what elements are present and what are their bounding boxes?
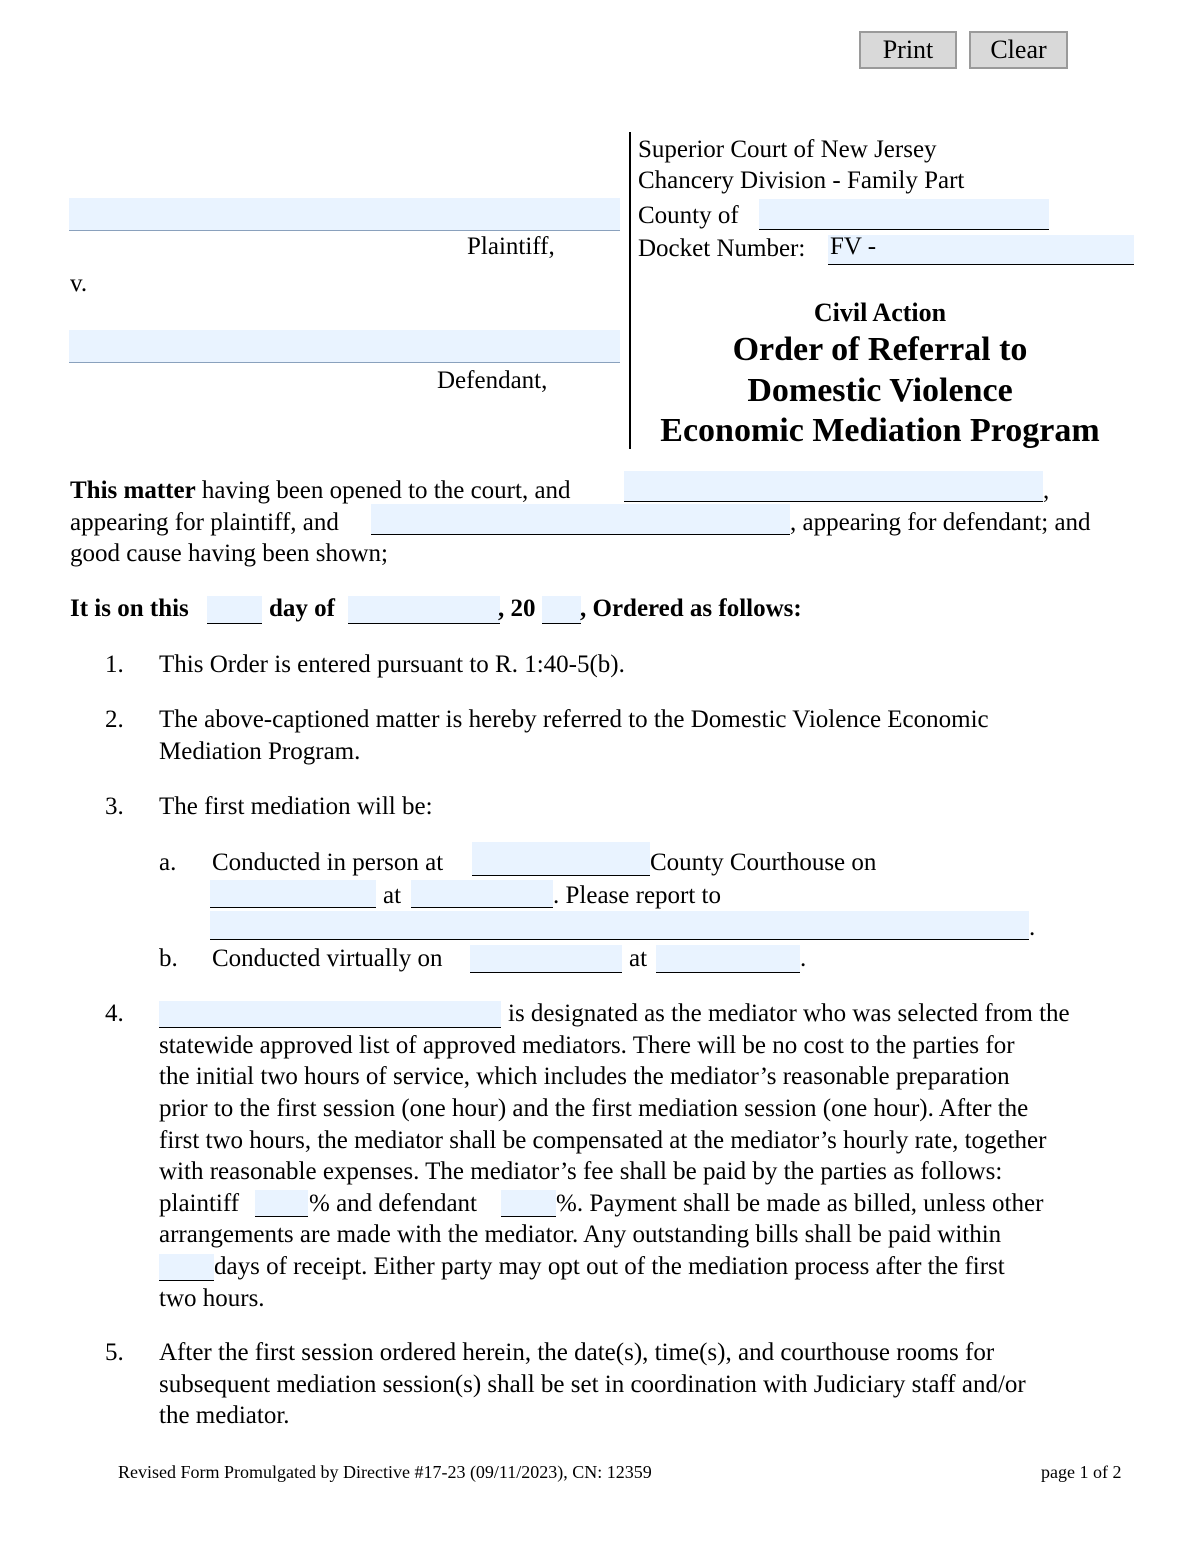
- courthouse-county-field[interactable]: [472, 842, 650, 876]
- order-day-field[interactable]: [207, 596, 262, 624]
- payment-days-field[interactable]: [159, 1254, 214, 1281]
- intro-line-2: appearing for plaintiff, and: [70, 509, 339, 536]
- item-5-number: 5.: [105, 1339, 124, 1366]
- item-5-line-3: the mediator.: [159, 1402, 290, 1429]
- item-4-number: 4.: [105, 1000, 124, 1027]
- item-3a-text-1: Conducted in person at: [212, 849, 444, 876]
- item-3a-period: .: [1029, 914, 1036, 941]
- intro-comma: ,: [1043, 477, 1050, 504]
- intro-line-2-end: , appearing for defendant; and: [790, 509, 1091, 536]
- item-3-text: The first mediation will be:: [159, 793, 433, 820]
- item-4-plaintiff-label: plaintiff: [159, 1190, 240, 1217]
- court-name: Superior Court of New Jersey: [638, 136, 937, 163]
- clear-button[interactable]: Clear: [969, 31, 1068, 69]
- item-4-line-1: is designated as the mediator who was selected from the: [508, 1000, 1070, 1027]
- plaintiff-attorney-field[interactable]: [624, 471, 1043, 502]
- item-5-line-1: After the first session ordered herein, the date(s), time(s), and courthouse rooms for: [159, 1339, 995, 1366]
- item-3b-text: Conducted virtually on: [212, 945, 443, 972]
- plaintiff-name-field[interactable]: [69, 198, 620, 231]
- item-3b-period: .: [800, 945, 807, 972]
- intro-line-3: good cause having been shown;: [70, 540, 388, 567]
- ordered-part-1: It is on this: [70, 595, 189, 622]
- in-person-date-field[interactable]: [210, 880, 376, 908]
- defendant-label: Defendant,: [437, 367, 548, 394]
- title-line-1: Order of Referral to: [732, 331, 1028, 368]
- footer-form-info: Revised Form Promulgated by Directive #17-23 (09/11/2023), CN: 12359: [118, 1462, 652, 1482]
- item-4-line-3: the initial two hours of service, which includes the mediator’s reasonable preparation: [159, 1063, 1010, 1090]
- order-month-field[interactable]: [348, 596, 500, 624]
- county-field[interactable]: [759, 199, 1049, 230]
- report-location-field[interactable]: [210, 911, 1029, 940]
- docket-prefix: FV -: [830, 233, 877, 260]
- item-4-line-9: days of receipt. Either party may opt out of the mediation process after the first: [214, 1253, 1005, 1280]
- plaintiff-percent-field[interactable]: [255, 1190, 308, 1217]
- item-4-line-10: two hours.: [159, 1285, 265, 1312]
- versus-label: v.: [70, 270, 88, 297]
- intro-text-1: having been opened to the court, and: [195, 477, 571, 504]
- court-division: Chancery Division - Family Part: [638, 167, 965, 194]
- defendant-attorney-field[interactable]: [371, 504, 790, 535]
- item-3a-at: at: [383, 882, 402, 909]
- item-2-number: 2.: [105, 706, 124, 733]
- ordered-part-4: , Ordered as follows:: [580, 595, 802, 622]
- item-2-text-line-1: The above-captioned matter is hereby referred to the Domestic Violence Economic: [159, 706, 989, 733]
- plaintiff-label: Plaintiff,: [467, 233, 555, 260]
- order-year-field[interactable]: [542, 596, 581, 624]
- civil-action-heading: Civil Action: [813, 298, 947, 327]
- virtual-date-field[interactable]: [470, 945, 622, 973]
- item-3b-at: at: [629, 945, 648, 972]
- item-4-line-2: statewide approved list of approved mediators. There will be no cost to the parties for: [159, 1032, 1015, 1059]
- title-line-3: Economic Mediation Program: [660, 412, 1100, 449]
- item-4-line-6: with reasonable expenses. The mediator’s fee shall be paid by the parties as follows:: [159, 1158, 1003, 1185]
- title-line-2: Domestic Violence: [747, 372, 1013, 409]
- item-2-text-line-2: Mediation Program.: [159, 738, 361, 765]
- item-5-line-2: subsequent mediation session(s) shall be set in coordination with Judiciary staff and/or: [159, 1371, 1026, 1398]
- item-3-number: 3.: [105, 793, 124, 820]
- item-3a-letter: a.: [159, 849, 177, 876]
- item-4-line-8: arrangements are made with the mediator. Any outstanding bills shall be paid within: [159, 1221, 1002, 1248]
- virtual-time-field[interactable]: [656, 945, 800, 973]
- item-4-line-4: prior to the first session (one hour) and the first mediation session (one hour). After the: [159, 1095, 1029, 1122]
- mediator-name-field[interactable]: [159, 1001, 501, 1028]
- intro-line-1: [70, 476, 571, 506]
- item-4-line-7-end: %. Payment shall be made as billed, unless other: [556, 1190, 1044, 1217]
- defendant-name-field[interactable]: [69, 330, 620, 363]
- item-3b-letter: b.: [159, 945, 178, 972]
- print-button[interactable]: Print: [859, 31, 957, 69]
- item-3a-text-2: County Courthouse on: [650, 849, 877, 876]
- item-4-defendant-label: % and defendant: [309, 1190, 477, 1217]
- page-number: page 1 of 2: [1041, 1462, 1122, 1482]
- county-label: County of: [638, 202, 739, 229]
- item-3a-report: . Please report to: [553, 882, 722, 909]
- docket-label: Docket Number:: [638, 235, 806, 262]
- defendant-percent-field[interactable]: [501, 1190, 556, 1217]
- ordered-part-3: , 20: [498, 595, 536, 622]
- item-1-text: This Order is entered pursuant to R. 1:40-5(b).: [159, 651, 625, 678]
- item-4-line-5: first two hours, the mediator shall be compensated at the mediator’s hourly rate, together: [159, 1127, 1047, 1154]
- ordered-part-2: day of: [269, 595, 335, 622]
- in-person-time-field[interactable]: [411, 880, 553, 908]
- item-1-number: 1.: [105, 651, 124, 678]
- intro-bold-lead: This matter: [70, 477, 196, 504]
